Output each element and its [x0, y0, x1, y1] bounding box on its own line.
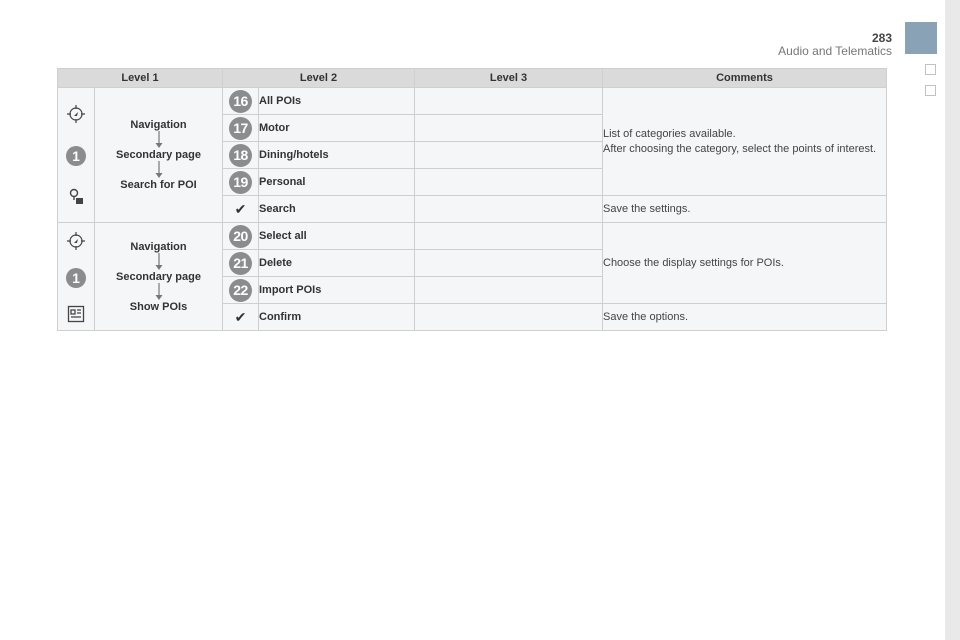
path-step-show-pois: Show POIs	[129, 300, 188, 313]
page-number: 283	[871, 31, 892, 45]
level1-path-cell	[95, 88, 223, 223]
level1-icons-cell	[58, 88, 95, 223]
comment-cell	[603, 88, 887, 196]
tab-box	[925, 64, 936, 75]
column-header-level-1: Level 1	[58, 69, 223, 88]
arrow-down-icon	[155, 253, 163, 271]
level2-badge-cell	[223, 277, 259, 304]
level3-cell	[415, 250, 603, 277]
level2-badge-cell	[223, 115, 259, 142]
level2-label-dining-hotels: Dining/hotels	[259, 142, 415, 169]
level2-label-select-all: Select all	[259, 223, 415, 250]
poi-search-icon	[67, 188, 85, 206]
level2-badge-cell	[223, 169, 259, 196]
level2-label-confirm: Confirm	[259, 304, 415, 331]
poi-map-icon	[67, 305, 85, 323]
menu-table	[57, 68, 887, 331]
level2-label-delete: Delete	[259, 250, 415, 277]
level3-cell	[415, 223, 603, 250]
level2-badge-cell	[223, 88, 259, 115]
step-badge-22: 22	[229, 279, 252, 302]
step-badge-19: 19	[229, 171, 252, 194]
column-header-level-3: Level 3	[415, 69, 603, 88]
path-step-navigation: Navigation	[130, 119, 187, 131]
comment-line: After choosing the category, select the points of interest.	[603, 142, 877, 155]
badge-1: 1	[66, 146, 86, 166]
path-step-secondary-page: Secondary page	[116, 149, 201, 161]
comment-cell: Save the options.	[603, 304, 887, 331]
column-header-level-2: Level 2	[223, 69, 415, 88]
step-badge-21: 21	[229, 252, 252, 275]
comment-line: List of categories available.	[603, 127, 736, 140]
arrow-down-icon	[155, 283, 163, 301]
level2-badge-cell	[223, 196, 259, 223]
level2-label-personal: Personal	[259, 169, 415, 196]
path-step-secondary-page: Secondary page	[116, 270, 201, 283]
level3-cell	[415, 196, 603, 223]
page-edge-strip	[945, 0, 960, 640]
level2-badge-cell	[223, 250, 259, 277]
arrow-down-icon	[155, 161, 163, 179]
navigation-crosshair-icon	[66, 104, 86, 124]
step-badge-17: 17	[229, 117, 252, 140]
table-row	[58, 223, 887, 250]
level3-cell	[415, 304, 603, 331]
column-header-comments: Comments	[603, 69, 887, 88]
level3-cell	[415, 88, 603, 115]
level3-cell	[415, 142, 603, 169]
comment-cell: Save the settings.	[603, 196, 887, 223]
checkmark-icon: ✔	[234, 308, 247, 325]
path-step-search-for-poi: Search for POI	[120, 179, 197, 191]
level2-badge-cell	[223, 304, 259, 331]
badge-1: 1	[66, 268, 86, 288]
table-header-row	[58, 69, 887, 88]
comment-cell	[603, 223, 887, 304]
level1-icons-cell	[58, 223, 95, 331]
step-badge-18: 18	[229, 144, 252, 167]
level3-cell	[415, 277, 603, 304]
level2-badge-cell	[223, 142, 259, 169]
level3-cell	[415, 169, 603, 196]
level2-label-search: Search	[259, 196, 415, 223]
chapter-tab-boxes	[925, 64, 936, 106]
level2-label-motor: Motor	[259, 115, 415, 142]
level2-label-all-pois: All POIs	[259, 88, 415, 115]
level2-badge-cell	[223, 223, 259, 250]
chapter-tab	[905, 22, 937, 54]
step-badge-16: 16	[229, 90, 252, 113]
section-title: Audio and Telematics	[778, 44, 892, 58]
level2-label-import-pois: Import POIs	[259, 277, 415, 304]
comment-line: Choose the display settings for POIs.	[603, 256, 784, 269]
checkmark-icon: ✔	[234, 200, 247, 217]
tab-box	[925, 85, 936, 96]
table-row	[58, 88, 887, 115]
step-badge-20: 20	[229, 225, 252, 248]
arrow-down-icon	[155, 131, 163, 149]
navigation-crosshair-icon	[66, 231, 86, 251]
level3-cell	[415, 115, 603, 142]
level1-path-cell	[95, 223, 223, 331]
path-step-navigation: Navigation	[130, 240, 187, 253]
